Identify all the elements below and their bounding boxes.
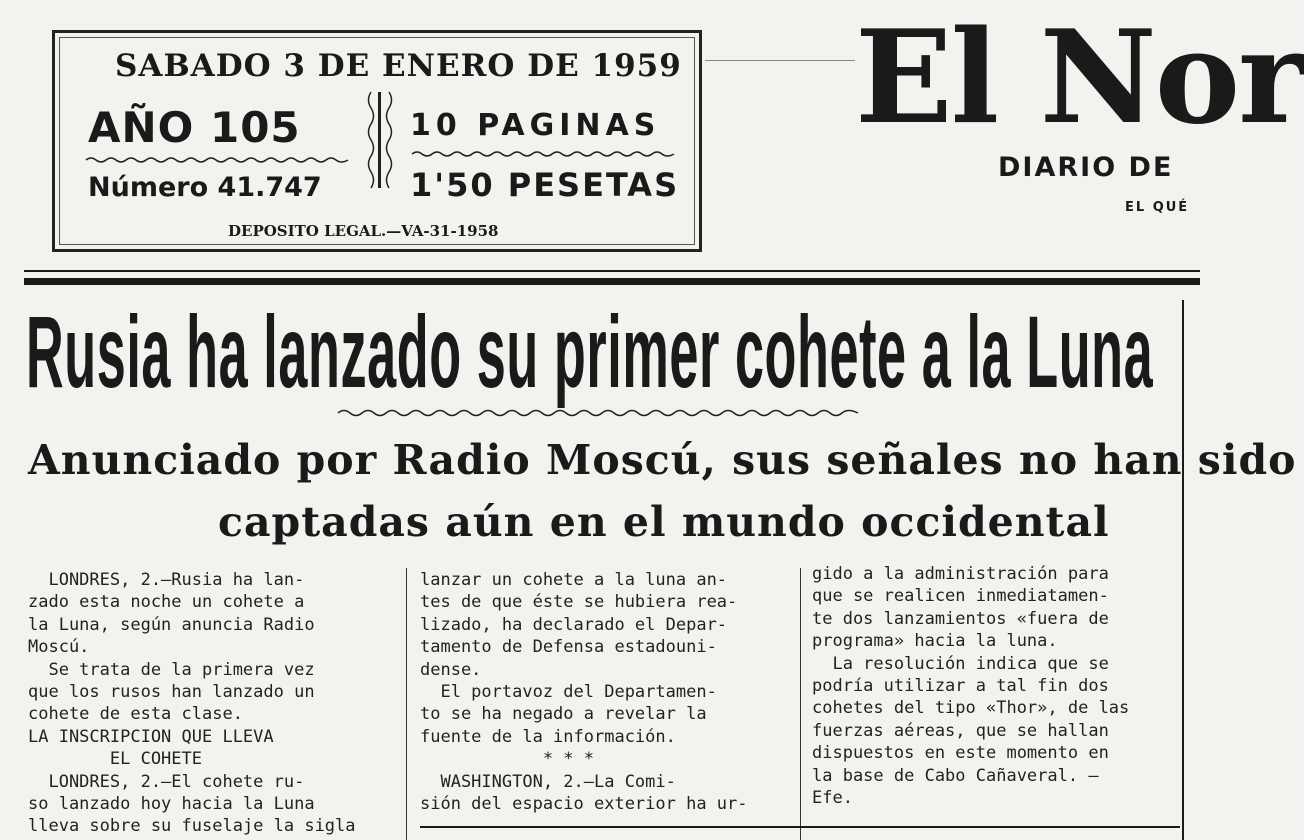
article-line: cohete de esta clase. [28, 704, 243, 725]
article-line: La resolución indica que se [812, 653, 1109, 674]
article-line: Moscú. [28, 637, 90, 658]
article-line: la Luna, según anuncia Radio [28, 614, 315, 635]
column-border [1182, 300, 1184, 840]
article-line: lleva sobre su fuselaje la sigla [28, 816, 356, 837]
legal-deposit: DEPOSITO LEGAL.—VA-31-1958 [228, 222, 499, 240]
article-column-1 [28, 569, 356, 838]
headline-ornament [338, 408, 858, 418]
article-line: lanzar un cohete a la luna an- [420, 570, 728, 590]
article-line: so lanzado hoy hacia la Luna [28, 794, 315, 815]
masthead-motto: EL QUÉ [1125, 200, 1190, 215]
article-line: que los rusos han lanzado un [28, 682, 315, 703]
article-line: fuerzas aéreas, que se hallan [812, 720, 1109, 741]
masthead-subtitle: DIARIO DE [998, 152, 1174, 183]
main-headline: Rusia ha lanzado su primer cohete a la Luna [26, 296, 1154, 410]
article-line: cohetes del tipo «Thor», de las [812, 698, 1130, 719]
article-line: la base de Cabo Cañaveral. — [812, 765, 1099, 786]
article-line: LONDRES, 2.—El cohete ru- [28, 771, 305, 792]
article-line: * * * [420, 749, 594, 770]
article-line: EL COHETE [28, 749, 202, 770]
masthead-rule [705, 60, 855, 61]
header-rule [24, 270, 1200, 272]
article-line: sión del espacio exterior ha ur- [420, 794, 748, 815]
article-line: zado esta noche un cohete a [28, 592, 305, 613]
article-line: fuente de la información. [420, 726, 676, 747]
article-line: Efe. [812, 788, 853, 809]
article-column-2 [420, 569, 748, 815]
header-rule-thick [24, 278, 1200, 285]
article-line: Se trata de la primera vez [28, 659, 315, 680]
article-line: to se ha negado a revelar la [420, 704, 707, 725]
article-line: WASHINGTON, 2.—La Comi- [420, 771, 676, 792]
divider-wave [86, 156, 348, 164]
article-line: tamento de Defensa estadouni- [420, 637, 717, 658]
divider-ornament [384, 92, 394, 188]
article-line: dispuestos en este momento en [812, 743, 1109, 764]
article-line: El portavoz del Departamen- [420, 682, 717, 703]
subheadline-line-2: captadas aún en el mundo occidental [218, 498, 1110, 546]
column-rule [406, 568, 407, 840]
article-line: gido a la administración para [812, 564, 1109, 584]
article-line: LA INSCRIPCION QUE LLEVA [28, 726, 274, 747]
footer-rule [420, 826, 1180, 828]
column-rule [800, 568, 801, 840]
page-count: 10 PAGINAS [410, 108, 661, 143]
issue-number: Número 41.747 [88, 172, 322, 203]
article-line: dense. [420, 659, 482, 680]
issue-date: SABADO 3 DE ENERO DE 1959 [115, 48, 682, 84]
article-line: lizado, ha declarado el Depar- [420, 614, 728, 635]
issue-price: 1'50 PESETAS [410, 166, 680, 204]
subheadline-line-1: Anunciado por Radio Moscú, sus señales no han sido [28, 436, 1297, 484]
issue-year: AÑO 105 [88, 103, 301, 152]
article-line: LONDRES, 2.—Rusia ha lan- [28, 570, 305, 590]
divider-wave [412, 150, 674, 158]
divider-ornament [366, 92, 376, 188]
article-column-3 [812, 563, 1129, 809]
article-line: que se realicen inmediatamen- [812, 586, 1109, 607]
newspaper-masthead: El Nor [855, 3, 1304, 153]
article-line: podría utilizar a tal fin dos [812, 676, 1109, 697]
article-line: te dos lanzamientos «fuera de [812, 608, 1109, 629]
article-line: tes de que éste se hubiera rea- [420, 592, 738, 613]
divider-vertical [378, 92, 381, 188]
article-line: programa» hacia la luna. [812, 631, 1058, 652]
